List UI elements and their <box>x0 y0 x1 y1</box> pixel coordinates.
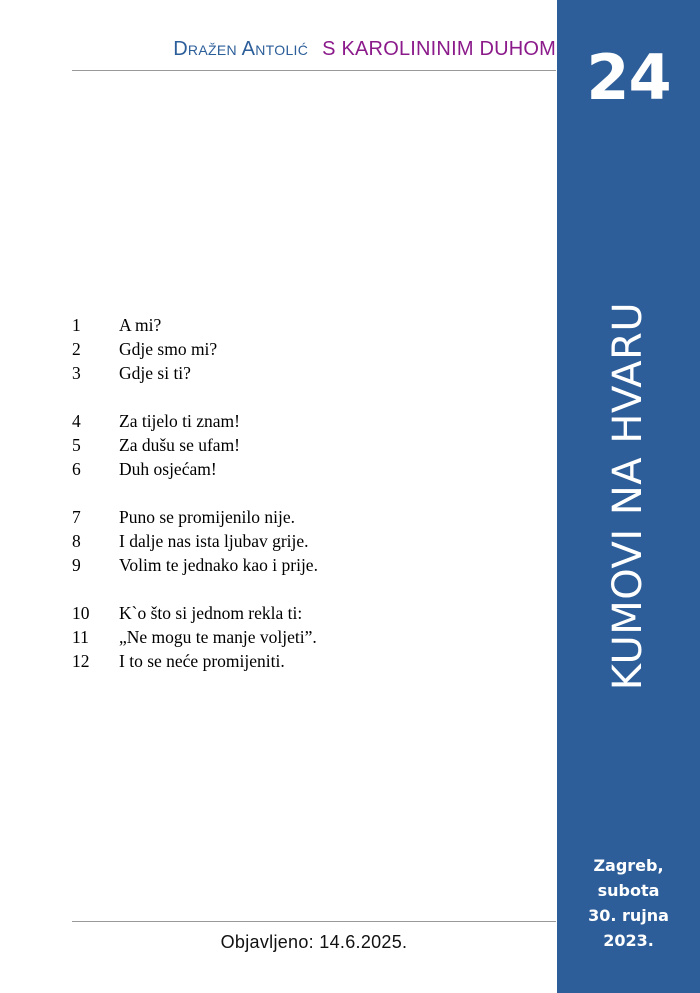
stanza-1 <box>72 313 542 385</box>
poem-line <box>72 625 542 649</box>
line-number: 2 <box>72 339 81 359</box>
date-line: 30. rujna <box>588 906 669 925</box>
author-name: Dražen Antolić <box>173 38 309 60</box>
poem-line <box>72 337 542 361</box>
poem-number: 24 <box>586 41 671 114</box>
line-text: Gdje si ti? <box>119 363 191 383</box>
book-title: S KAROLININIM DUHOM <box>322 38 556 60</box>
poem-line <box>72 649 542 673</box>
line-number: 10 <box>72 603 90 623</box>
poem-line <box>72 529 542 553</box>
line-number: 7 <box>72 507 81 527</box>
header-rule <box>72 70 556 71</box>
footer-rule <box>72 921 556 922</box>
line-number: 6 <box>72 459 81 479</box>
poem-line <box>72 601 542 625</box>
poem-line <box>72 361 542 385</box>
line-text: Za dušu se ufam! <box>119 435 241 455</box>
poem-line <box>72 313 542 337</box>
line-text: „Ne mogu te manje voljeti”. <box>119 627 317 647</box>
poem-line <box>72 457 542 481</box>
poem-line <box>72 505 542 529</box>
published-date: Objavljeno: 14.6.2025. <box>220 932 408 952</box>
line-text: K`o što si jednom rekla ti: <box>119 603 303 623</box>
line-text: I dalje nas ista ljubav grije. <box>119 531 309 551</box>
poem-line <box>72 409 542 433</box>
line-number: 4 <box>72 411 81 431</box>
stanza-4 <box>72 601 542 673</box>
line-number: 11 <box>72 627 89 647</box>
year-line: 2023. <box>603 931 654 950</box>
poem-line <box>72 433 542 457</box>
line-text: Gdje smo mi? <box>119 339 218 359</box>
page-header <box>72 38 556 61</box>
line-text: Puno se promijenilo nije. <box>119 507 295 527</box>
line-number: 12 <box>72 651 90 671</box>
place-line: Zagreb, <box>593 856 664 875</box>
line-text: A mi? <box>119 315 162 335</box>
poem-line <box>72 553 542 577</box>
place-date <box>557 853 700 953</box>
poem-title: KUMOVI NA HVARU <box>605 301 651 691</box>
poem <box>72 313 542 697</box>
line-number: 5 <box>72 435 81 455</box>
line-text: Za tijelo ti znam! <box>119 411 240 431</box>
line-text: Duh osjećam! <box>119 459 217 479</box>
sidebar <box>557 0 700 993</box>
line-number: 1 <box>72 315 81 335</box>
line-text: Volim te jednako kao i prije. <box>119 555 318 575</box>
line-number: 9 <box>72 555 81 575</box>
stanza-2 <box>72 409 542 481</box>
stanza-3 <box>72 505 542 577</box>
line-text: I to se neće promijeniti. <box>119 651 285 671</box>
weekday-line: subota <box>597 881 660 900</box>
line-number: 3 <box>72 363 81 383</box>
line-number: 8 <box>72 531 81 551</box>
